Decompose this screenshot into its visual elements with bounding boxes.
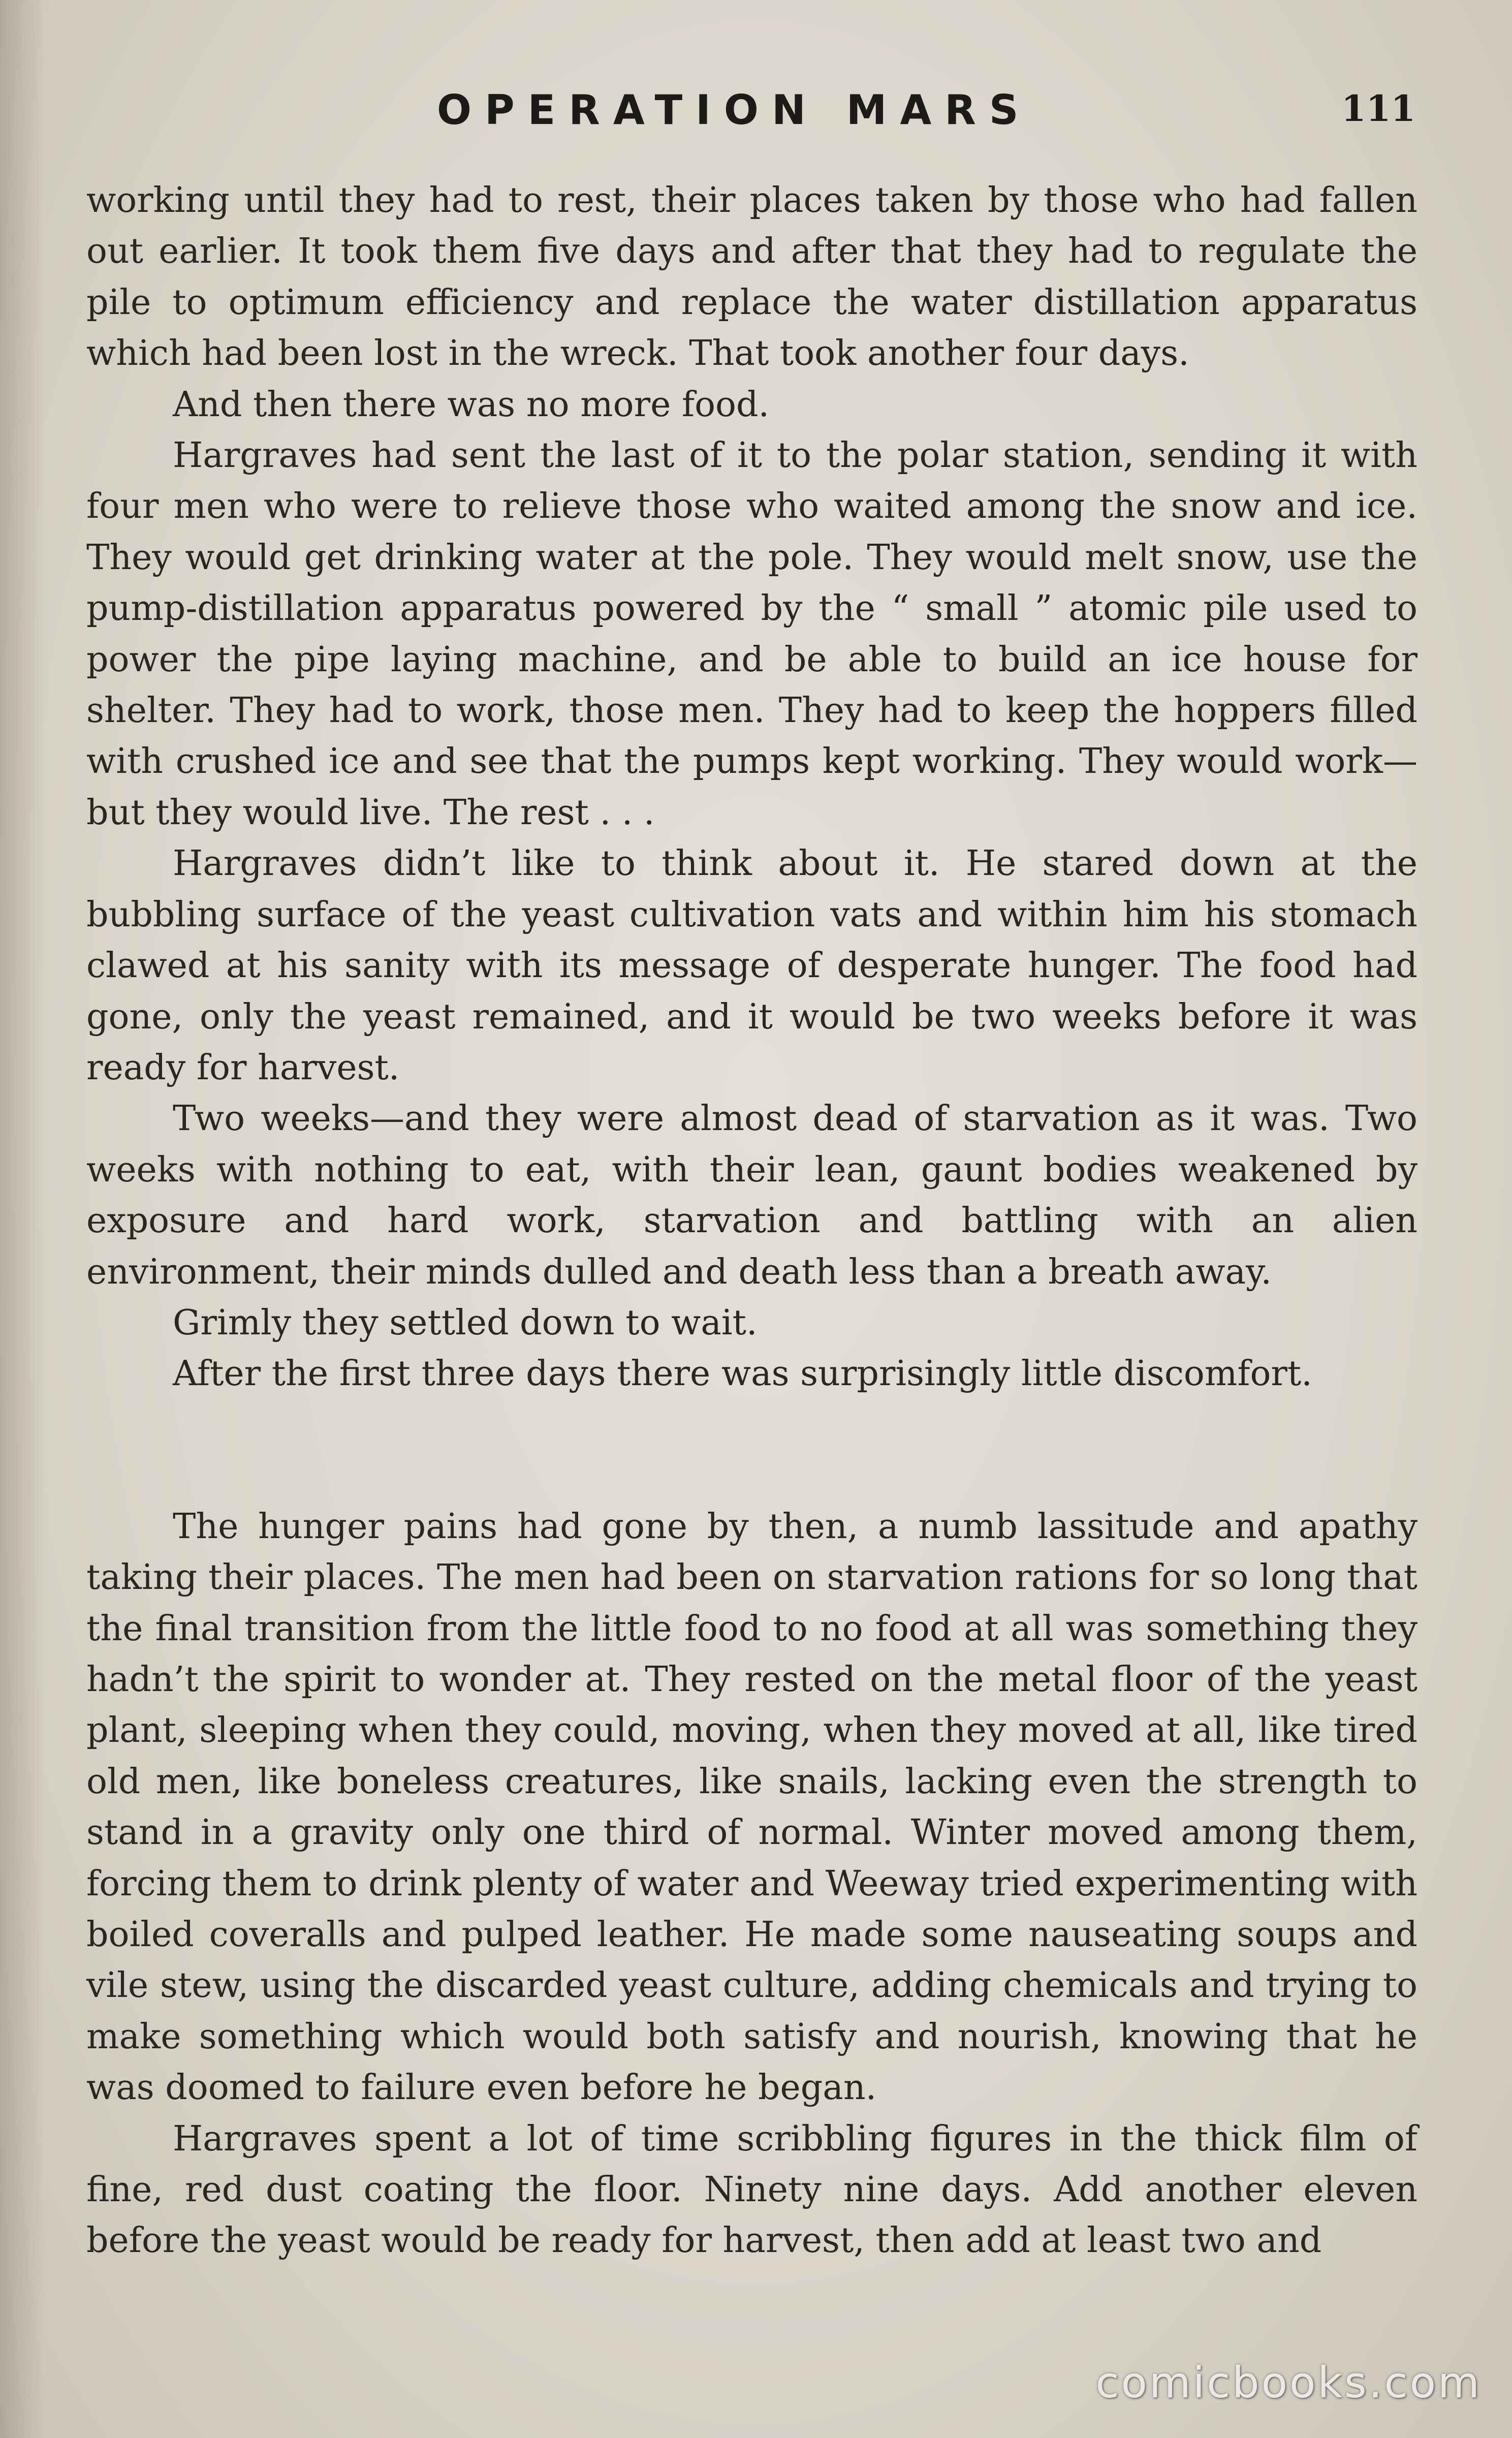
paragraph: Grimly they settled down to wait.	[173, 1302, 758, 1343]
paragraph: Hargraves didn’t like to think about it. He stared down at the bubbling surface of the yeast cultivation vats and within him his stomach clawed at his sanity with its message of desperate hunger. The food had gone, only the yeast remained, and it would be two weeks before it was ready for harvest.	[86, 843, 1418, 1088]
paragraph: After the first three days there was surprisingly little discomfort.	[173, 1354, 1312, 1394]
body-text	[86, 175, 1418, 2267]
watermark-logo: comicbooks.com	[1095, 2358, 1482, 2408]
paragraph: working until they had to rest, their places taken by those who had fallen out earlier. It took them five days and after that they had to regulate the pile to optimum efficiency and replace the water distillation apparatus which had been lost in the wreck. That took another four days.	[86, 180, 1418, 374]
paragraph: The hunger pains had gone by then, a numb lassitude and apathy taking their places. The men had been on starvation rations for so long that the final transition from the little food to no food at all was something they hadn’t the spirit to wonder at. They rested on the metal floor of the yeast plant, sleeping when they could, moving, when they moved at all, like tired old men, like boneless creatures, like snails, lacking even the strength to stand in a gravity only one third of normal. Winter moved among them, forcing them to drink plenty of water and Weeway tried experimenting with boiled coveralls and pulped leather. He made some nauseating soups and vile stew, using the discarded yeast culture, adding chemicals and trying to make something which would both satisfy and nourish, knowing that he was doomed to failure even before he began.	[86, 1506, 1418, 2108]
spine-shadow	[0, 0, 46, 2438]
paragraph: Two weeks—and they were almost dead of starvation as it was. Two weeks with nothing to eat, with their lean, gaunt bodies weakened by exposure and hard work, starvation and battling with an alien environment, their minds dulled and death less than a breath away.	[86, 1099, 1418, 1292]
page-number: 111	[1341, 87, 1416, 130]
paragraph: Hargraves spent a lot of time scribbling figures in the thick film of fine, red dust coating the floor. Ninety nine days. Add another eleven before the yeast would be ready for harvest, then add at least two and	[86, 2118, 1418, 2261]
paragraph: Hargraves had sent the last of it to the polar station, sending it with four men who were to relieve those who waited among the snow and ice. They would get drinking water at the pole. They would melt snow, use the pump-distillation apparatus powered by the “ small ” atomic pile used to power the pipe laying machine, and be able to build an ice house for shelter. They had to work, those men. They had to keep the hoppers filled with crushed ice and see that the pumps kept working. They would work—but they would live. The rest . . .	[86, 435, 1418, 833]
running-title: OPERATION MARS	[437, 86, 1032, 134]
section-break	[86, 1400, 1418, 1502]
running-head	[0, 76, 1512, 147]
paragraph: And then there was no more food.	[173, 384, 770, 425]
